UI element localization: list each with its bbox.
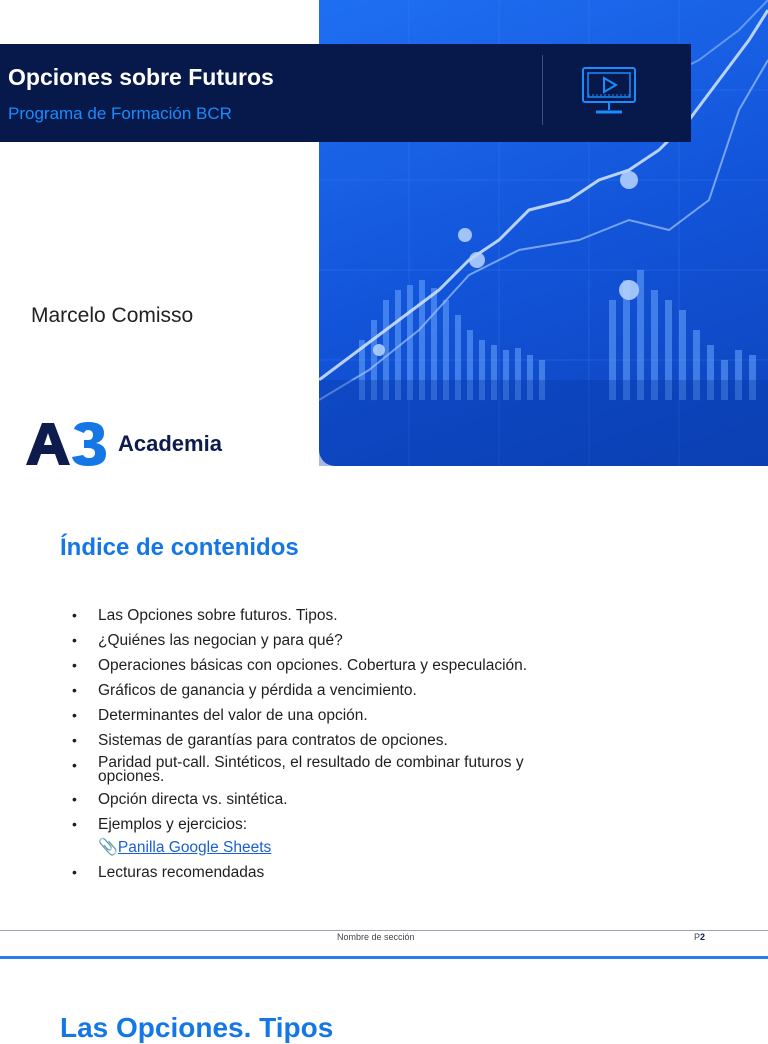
- author-name: Marcelo Comisso: [31, 304, 194, 327]
- page-number: P2: [694, 932, 706, 942]
- cover-title: Opciones sobre Futuros: [8, 64, 274, 90]
- footer-rule: [0, 930, 768, 931]
- toc-item: • Ejemplos y ejercicios:: [72, 816, 248, 833]
- toc-link-row: [72, 838, 692, 857]
- bullet-icon: •: [72, 607, 77, 623]
- bullet-icon: •: [72, 682, 77, 698]
- title-band: [0, 44, 691, 142]
- bullet-icon: •: [72, 757, 77, 773]
- a3-logo-mark: [24, 419, 110, 469]
- toc-item: • Paridad put-call. Sintéticos, el resultado de combinar futuros y opciones.: [72, 754, 524, 785]
- bullet-icon: •: [72, 791, 77, 807]
- title-divider: [542, 55, 543, 125]
- bullet-icon: •: [72, 657, 77, 673]
- table-of-contents: [72, 606, 692, 888]
- footer-section-name: Nombre de sección: [337, 932, 415, 942]
- paperclip-icon: 📎: [98, 839, 118, 856]
- next-page-title: Las Opciones. Tipos: [60, 1012, 334, 1043]
- toc-item: • Gráficos de ganancia y pérdida a vencimiento.: [72, 682, 417, 699]
- toc-item: • Operaciones básicas con opciones. Cobertura y especulación.: [72, 657, 528, 674]
- logo-text: Academia: [118, 431, 222, 456]
- bullet-icon: •: [72, 732, 77, 748]
- toc-item: • Lecturas recomendadas: [72, 864, 265, 881]
- page-separator: [0, 956, 768, 959]
- google-sheets-link[interactable]: Panilla Google Sheets: [117, 839, 272, 856]
- bullet-icon: •: [72, 707, 77, 723]
- bullet-icon: •: [72, 864, 77, 880]
- toc-item: • ¿Quiénes las negocian y para qué?: [72, 632, 343, 649]
- bullet-icon: •: [72, 816, 77, 832]
- toc-item: • Opción directa vs. sintética.: [72, 791, 288, 808]
- toc-item: • Determinantes del valor de una opción.: [72, 707, 368, 724]
- a3-academia-logo: [24, 419, 234, 469]
- bullet-icon: •: [72, 632, 77, 648]
- monitor-play-icon: [580, 66, 638, 118]
- index-title: Índice de contenidos: [60, 534, 299, 561]
- toc-item: • Sistemas de garantías para contratos de opciones.: [72, 732, 448, 749]
- toc-item: • Las Opciones sobre futuros. Tipos.: [72, 607, 338, 624]
- cover-subtitle: Programa de Formación BCR: [8, 104, 232, 123]
